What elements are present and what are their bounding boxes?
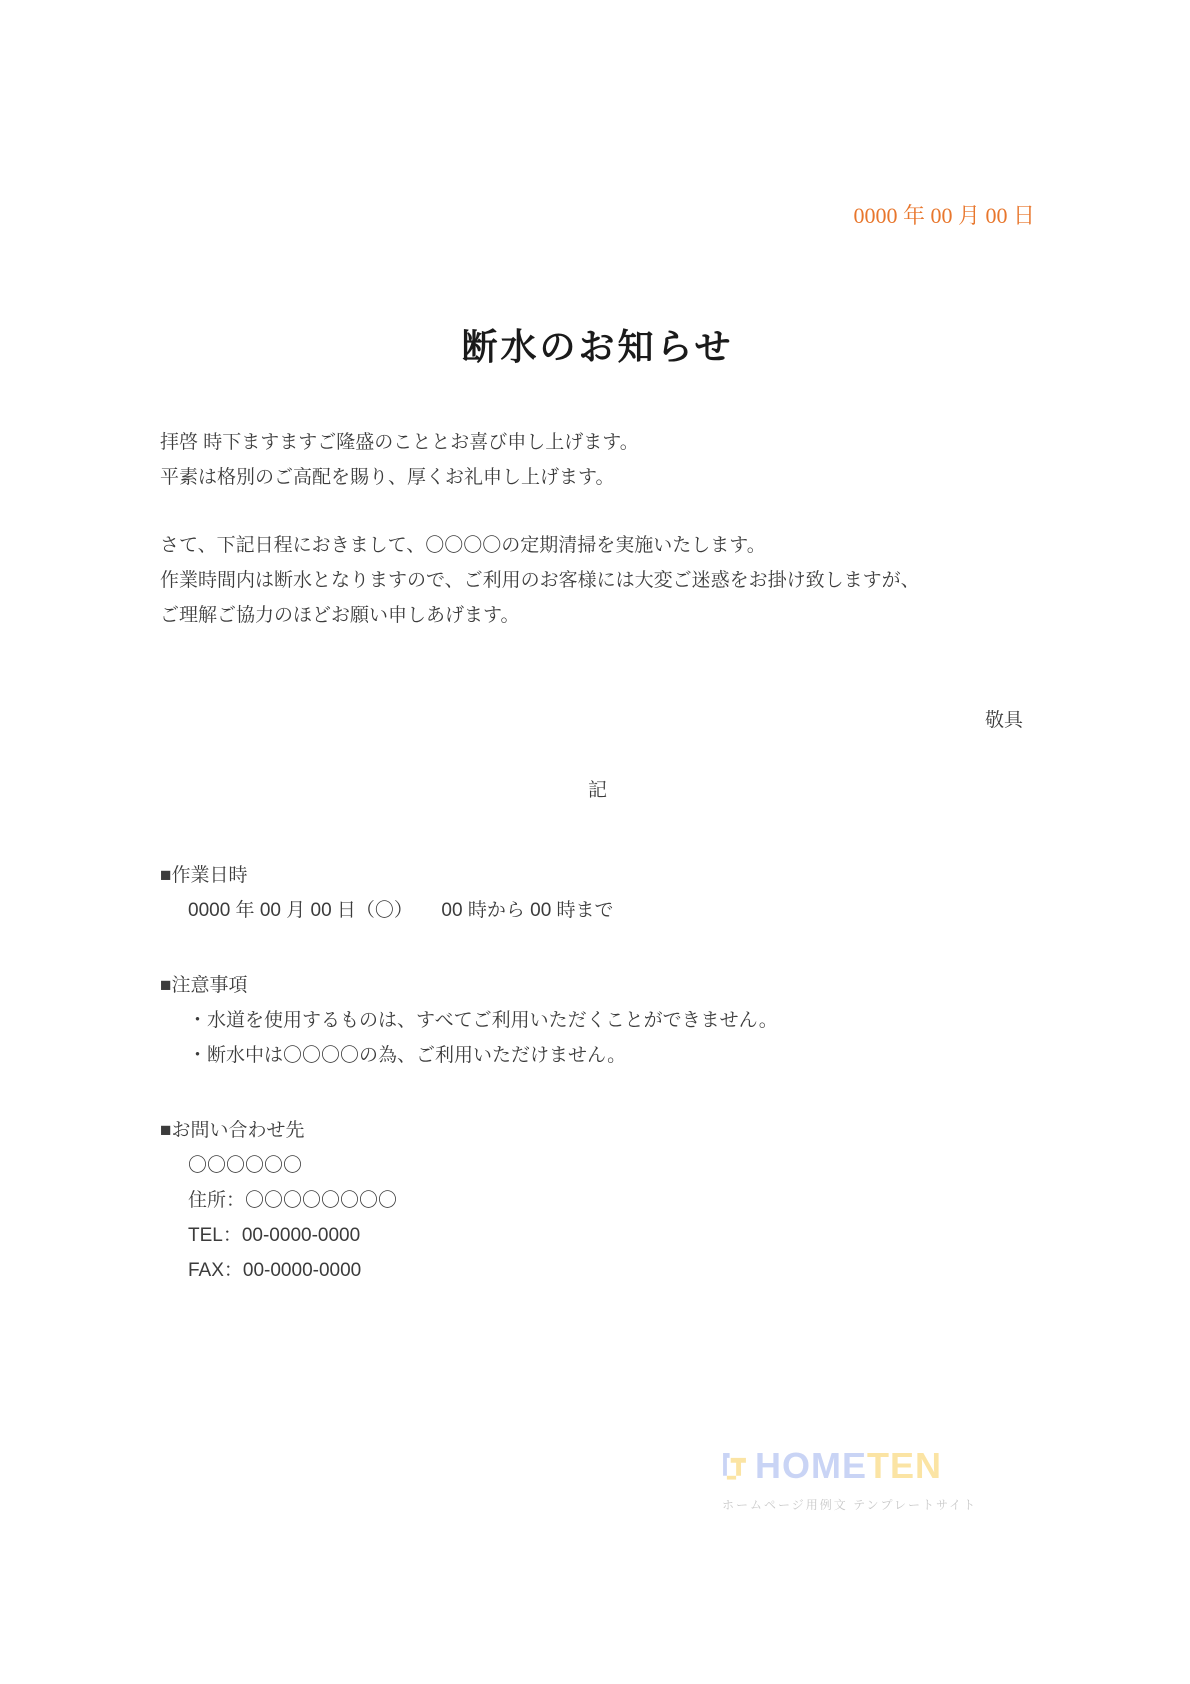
section-body	[160, 893, 1035, 928]
section-contact	[160, 1113, 1035, 1288]
section-heading: ■作業日時	[160, 865, 248, 886]
section-heading: ■注意事項	[160, 975, 248, 996]
section-line: ・水道を使用するものは、すべてご利用いただくことができません。	[188, 1010, 778, 1031]
hometen-logo-row	[722, 1440, 942, 1492]
document-date: 0000 年 00 月 00 日	[853, 203, 1035, 228]
section-line: FAX：00-0000-0000	[188, 1260, 362, 1281]
document-title: 断水のお知らせ	[461, 327, 734, 367]
greeting-line: 平素は格別のご高配を賜り、厚くお礼申し上げます。	[160, 467, 615, 488]
body-line: さて、下記日程におきまして、〇〇〇〇の定期清掃を実施いたします。	[160, 535, 766, 556]
section-heading: ■お問い合わせ先	[160, 1120, 305, 1141]
closing-salutation: 敬具	[984, 710, 1023, 731]
section-line: 〇〇〇〇〇〇	[188, 1155, 303, 1176]
body-line: ご理解ご協力のほどお願い申しあげます。	[160, 605, 520, 626]
hometen-logo-text	[755, 1446, 942, 1486]
hometen-logo-icon	[722, 1440, 747, 1492]
section-line: TEL：00-0000-0000	[188, 1225, 361, 1246]
greeting-paragraph	[160, 425, 1035, 495]
section-body	[160, 1148, 1035, 1288]
body-line: 作業時間内は断水となりますので、ご利用のお客様には大変ご迷惑をお掛け致しますが、	[160, 570, 920, 591]
section-body	[160, 1003, 1035, 1073]
section-notes	[160, 968, 1035, 1073]
hometen-logo-tagline: ホームページ用例文 テンプレートサイト	[722, 1498, 978, 1512]
section-line: 住所：〇〇〇〇〇〇〇〇	[188, 1190, 398, 1211]
record-mark: 記	[587, 780, 607, 801]
section-work-datetime	[160, 858, 1035, 928]
hometen-logo	[722, 1440, 978, 1513]
body-paragraph	[160, 528, 1035, 633]
logo-text-home: HOME	[755, 1445, 867, 1486]
greeting-line: 拝啓 時下ますますご隆盛のこととお喜び申し上げます。	[160, 432, 639, 453]
section-line: 0000 年 00 月 00 日（〇） 00 時から 00 時まで	[188, 900, 614, 921]
logo-text-ten: TEN	[867, 1445, 942, 1486]
section-line: ・断水中は〇〇〇〇の為、ご利用いただけません。	[188, 1045, 627, 1066]
